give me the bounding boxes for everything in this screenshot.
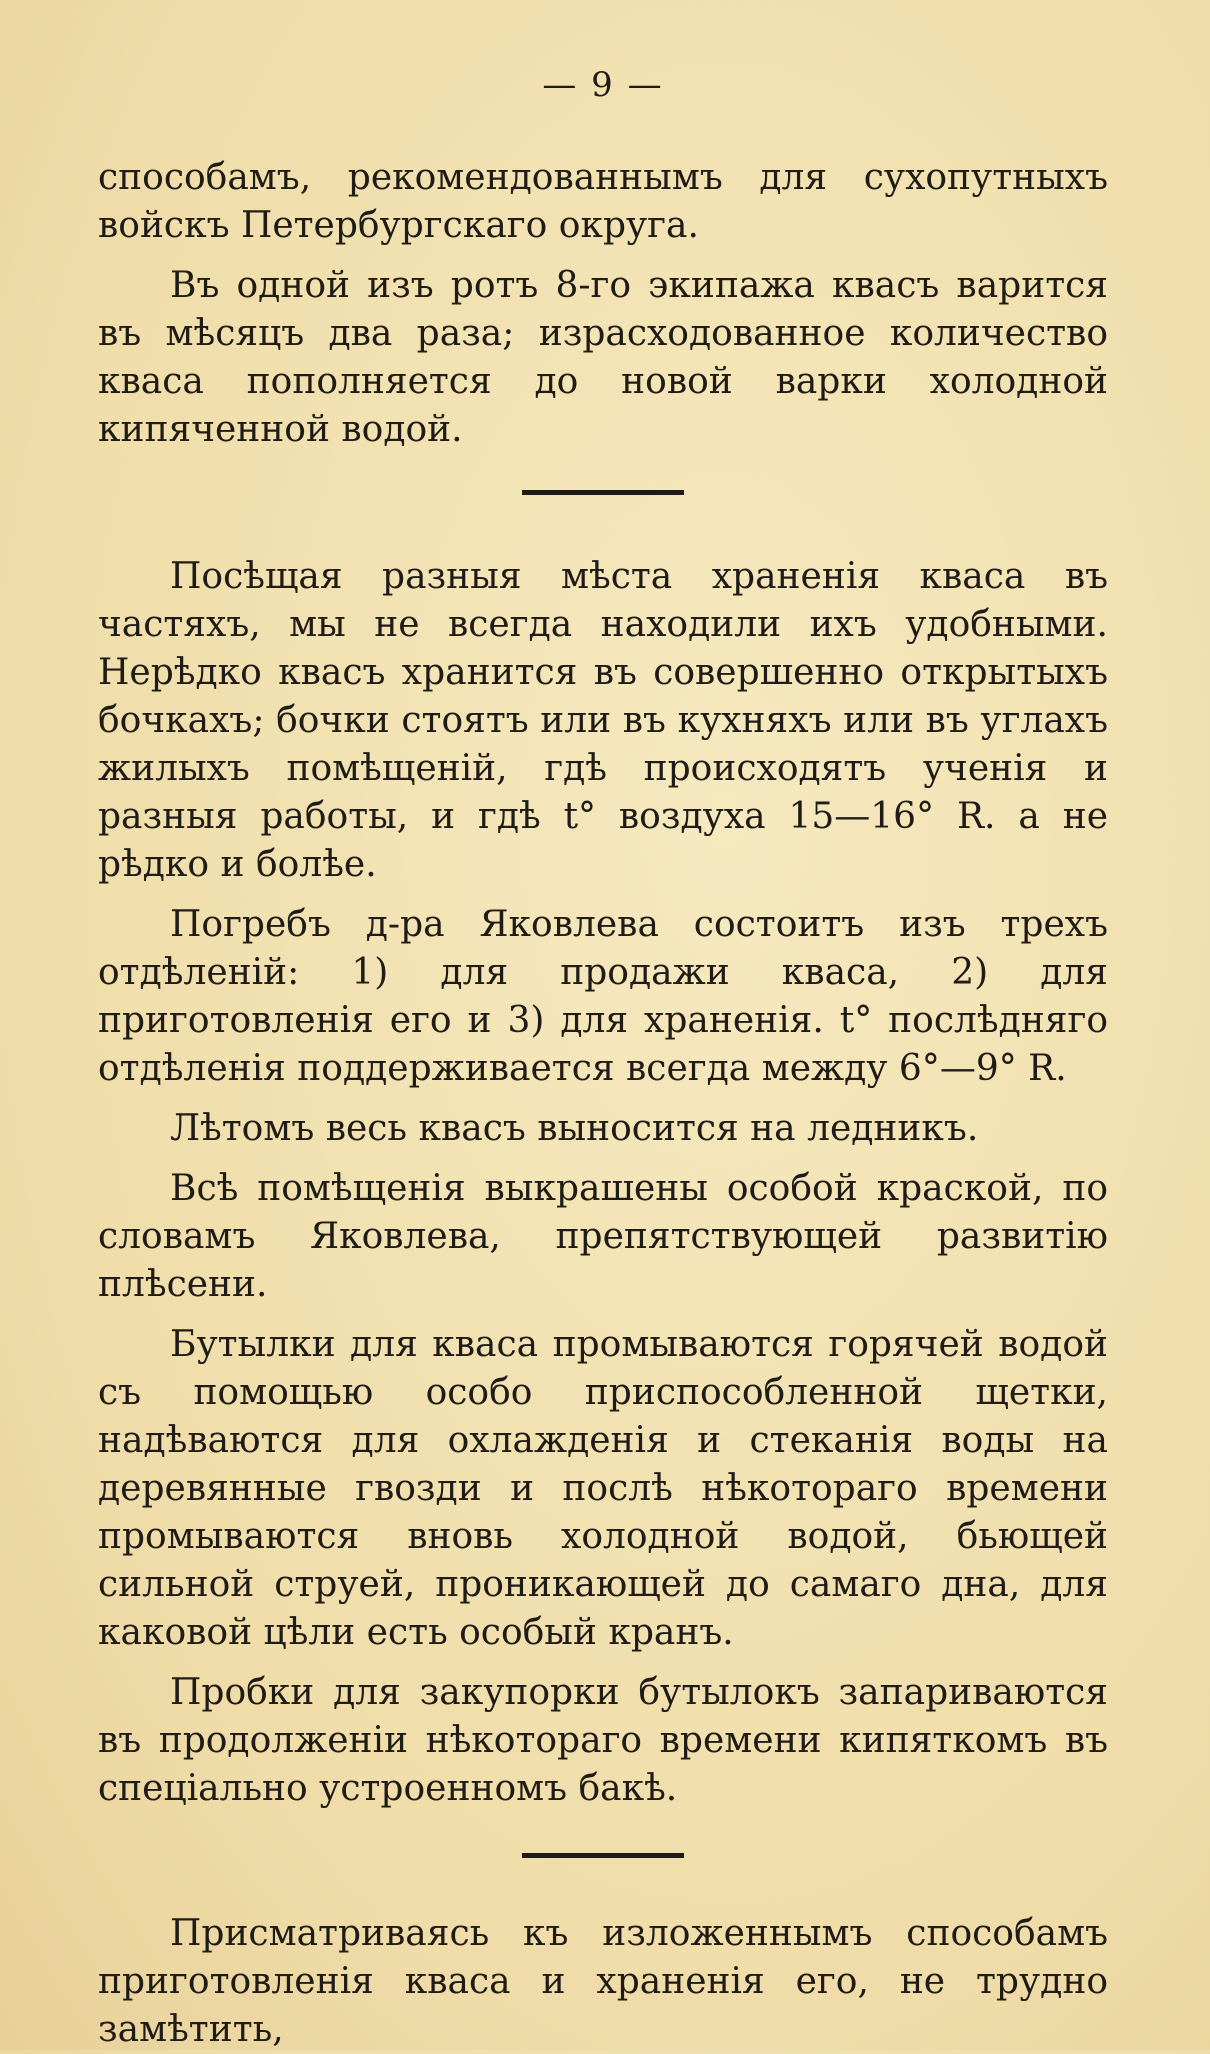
paragraph-conclusion: Присматриваясь къ изложеннымъ способамъ приготовленія кваса и храненія его, не трудно замѣтить, — [98, 1913, 1108, 2050]
section-divider — [522, 490, 684, 495]
paragraph-summer: Лѣтомъ весь квасъ выносится на ледникъ. — [170, 1108, 979, 1149]
paragraph-bottles: Бутылки для кваса промываются горячей водой съ помощью особо приспособленной щетки, надѣваются для охлажденія и стеканія воды на деревянные гвозди и послѣ нѣкотораго времени промываются вновь холодной водой, бьющей сильной струей, проникающей до самаго дна, для каковой цѣли есть особый кранъ. — [98, 1324, 1108, 1653]
paragraph-continuation: способамъ, рекомендованнымъ для сухопутныхъ войскъ Петербургскаго округа. — [98, 157, 1108, 246]
paragraph-paint: Всѣ помѣщенія выкрашены особой краской, по словамъ Яковлева, препятствующей развитію плѣсени. — [98, 1168, 1108, 1305]
paragraph-kvass-brewing: Въ одной изъ ротъ 8-го экипажа квасъ варится въ мѣсяцъ два раза; израсходованное количество кваса пополняется до новой варки холодной кипяченной водой. — [98, 265, 1108, 450]
paragraph-cellar: Погребъ д-ра Яковлева состоитъ изъ трехъ отдѣленій: 1) для продажи кваса, 2) для приготовленія его и 3) для храненія. t° послѣдняго отдѣленія поддерживается всегда между 6°—9° R. — [98, 904, 1108, 1089]
section-divider — [522, 1853, 684, 1858]
book-page — [98, 60, 1108, 2054]
paragraph-corks: Пробки для закупорки бутылокъ запариваются въ продолженіи нѣкотораго времени кипяткомъ въ спеціально устроенномъ бакѣ. — [98, 1672, 1108, 1809]
page-number: — 9 — — [542, 65, 664, 105]
paragraph-storage-places: Посѣщая разныя мѣста храненія кваса въ частяхъ, мы не всегда находили ихъ удобными. Нерѣдко квасъ хранится въ совершенно открытыхъ бочкахъ; бочки стоятъ или въ кухняхъ или въ углахъ жилыхъ помѣщеній, гдѣ происходятъ ученія и разныя работы, и гдѣ t° воздуха 15—16° R. а не рѣдко и болѣе. — [98, 556, 1109, 885]
